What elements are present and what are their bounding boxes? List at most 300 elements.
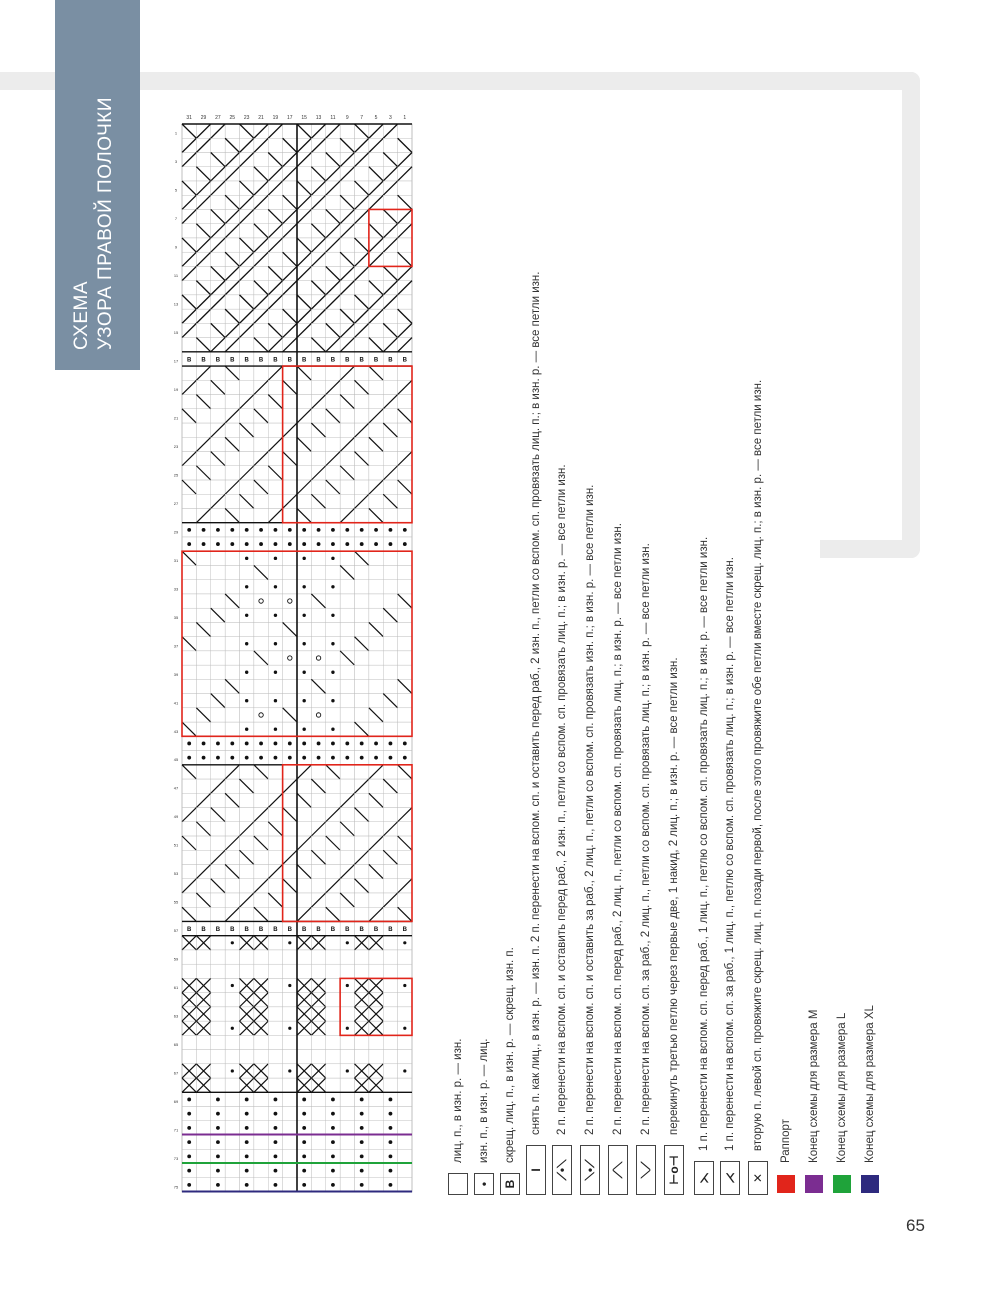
purl-stitch-mark — [231, 1027, 234, 1030]
purl-stitch-mark — [187, 1098, 191, 1102]
legend-row — [661, 657, 687, 1195]
twisted-stitch-mark: B — [402, 357, 407, 364]
legend-text: 2 п. перенести на вспом. сп. и оставить за раб., 2 лиц. п., петли со вспом. сп. провязать изн. п.; в изн. р. — все петли изн. — [584, 484, 596, 1135]
size-m-swatch-icon — [805, 1175, 823, 1193]
row-number-label: 3 — [389, 115, 392, 121]
legend-text: скрещ. лиц. п., в изн. р. — скрещ. изн. п. — [504, 947, 516, 1163]
purl-stitch-mark — [274, 671, 277, 674]
purl-stitch-mark — [245, 557, 248, 560]
size-l-swatch-icon — [833, 1175, 851, 1193]
purl-stitch-mark — [345, 742, 349, 746]
purl-stitch-mark — [331, 528, 335, 532]
purl-stitch-mark — [360, 1183, 364, 1187]
stitch-number-label: 67 — [173, 1070, 179, 1076]
purl-stitch-mark — [302, 1140, 306, 1144]
purl-stitch-mark — [331, 1112, 335, 1116]
twisted-stitch-mark: B — [230, 926, 235, 933]
purl-stitch-mark — [389, 1126, 393, 1130]
purl-stitch-mark — [216, 1169, 220, 1173]
purl-stitch-mark — [245, 528, 249, 532]
purl-stitch-mark — [288, 1069, 291, 1072]
stitch-number-label: 3 — [174, 159, 178, 165]
stitch-number-label: 1 — [174, 130, 178, 136]
purl-stitch-mark — [216, 1112, 220, 1116]
purl-stitch-mark — [403, 742, 407, 746]
stitch-number-label: 47 — [173, 785, 179, 791]
stitch-number-label: 49 — [173, 814, 179, 820]
bar-square-icon: I — [526, 1145, 546, 1195]
stitch-number-label: 31 — [173, 557, 179, 563]
purl-stitch-mark — [317, 542, 321, 546]
page-title: СХЕМА УЗОРА ПРАВОЙ ПОЛОЧКИ — [71, 97, 116, 350]
purl-stitch-mark — [245, 1112, 249, 1116]
stitch-number-label: 19 — [173, 387, 179, 392]
stitch-number-label: 27 — [173, 500, 179, 506]
purl-stitch-mark — [274, 1183, 278, 1187]
b-square-icon: В — [500, 1173, 520, 1195]
stitch-number-label: 39 — [173, 671, 179, 677]
purl-stitch-mark — [331, 742, 335, 746]
purl-stitch-mark — [331, 614, 334, 617]
twisted-stitch-mark: B — [302, 926, 307, 933]
cross-1-1-back-icon: ⋌ — [720, 1161, 740, 1195]
purl-stitch-mark — [259, 756, 263, 760]
row-number-label: 9 — [345, 115, 349, 121]
repeat-swatch-icon — [777, 1175, 795, 1193]
purl-stitch-mark — [331, 642, 334, 645]
purl-stitch-mark — [302, 1155, 306, 1159]
stitch-number-label: 69 — [173, 1099, 179, 1104]
twisted-stitch-mark: B — [316, 926, 321, 933]
stitch-number-label: 29 — [173, 529, 179, 535]
stitch-number-label: 7 — [174, 216, 178, 222]
purl-stitch-mark — [274, 742, 278, 746]
purl-stitch-mark — [360, 1140, 364, 1144]
purl-stitch-mark — [403, 1027, 406, 1030]
stitch-number-label: 63 — [173, 1013, 179, 1019]
twisted-stitch-mark: B — [373, 926, 379, 933]
purl-stitch-mark — [187, 1140, 191, 1144]
purl-stitch-mark — [288, 1027, 291, 1030]
cable-2-2-front-icon: ⟋⟍ — [608, 1145, 628, 1195]
legend-text: перекинуть третью петлю через первые две, 1 накид, 2 лиц. п.; в изн. р. — все петли изн. — [668, 657, 680, 1135]
purl-stitch-mark — [302, 728, 305, 731]
legend-text: Конец схемы для размера XL — [864, 1005, 876, 1163]
purl-stitch-mark — [187, 756, 191, 760]
purl-stitch-mark — [345, 756, 349, 760]
purl-stitch-mark — [274, 1155, 278, 1159]
stitch-number-label: 75 — [173, 1184, 179, 1190]
legend-row — [523, 272, 549, 1195]
cross-1-1-front-icon: ⋋ — [694, 1161, 714, 1195]
legend-row — [445, 1039, 471, 1195]
purl-stitch-mark — [202, 756, 206, 760]
cable-2-2-front-dot-icon: ⟋•⟍ — [552, 1145, 572, 1195]
purl-stitch-mark — [360, 1155, 364, 1159]
legend-row — [717, 557, 743, 1195]
purl-stitch-mark — [403, 1069, 406, 1072]
stitch-number-label: 45 — [173, 757, 179, 763]
purl-stitch-mark — [245, 756, 249, 760]
purl-stitch-mark — [288, 941, 291, 944]
row-number-label: 29 — [200, 115, 207, 121]
purl-stitch-mark — [187, 528, 191, 532]
purl-stitch-mark — [274, 699, 277, 702]
purl-stitch-mark — [302, 585, 305, 588]
stitch-number-label: 43 — [173, 728, 179, 734]
purl-stitch-mark — [274, 1169, 278, 1173]
legend-text: лиц. п., в изн. р. — изн. — [452, 1038, 464, 1163]
stitch-number-label: 33 — [173, 586, 179, 592]
purl-stitch-mark — [187, 1126, 191, 1130]
legend-text: изн. п., в изн. р. — лиц. — [478, 1038, 490, 1163]
purl-stitch-mark — [187, 1112, 191, 1116]
legend-text: Конец схемы для размера L — [836, 1012, 848, 1163]
legend-text: 2 п. перенести на вспом. сп. перед раб., 2 лиц. п., петли со вспом. сп. провязать лиц. п.; в изн. р. — все петли изн. — [612, 523, 624, 1135]
purl-stitch-mark — [346, 1027, 349, 1030]
stitch-number-label: 21 — [173, 415, 179, 421]
purl-stitch-mark — [187, 1169, 191, 1173]
purl-stitch-mark — [302, 699, 305, 702]
cable-2-2-back-dot-icon: ⟍•⟋ — [580, 1145, 600, 1195]
legend-row — [857, 1005, 883, 1195]
purl-stitch-mark — [345, 542, 349, 546]
row-number-label: 7 — [360, 115, 364, 121]
purl-stitch-mark — [389, 542, 393, 546]
stitch-number-label: 17 — [173, 358, 179, 364]
twisted-stitch-mark: B — [359, 926, 364, 933]
purl-stitch-mark — [230, 756, 234, 760]
purl-stitch-mark — [302, 528, 306, 532]
purl-stitch-mark — [274, 557, 277, 560]
purl-stitch-mark — [216, 1140, 220, 1144]
empty-square-icon — [448, 1173, 468, 1195]
purl-stitch-mark — [302, 756, 306, 760]
twisted-stitch-mark: B — [273, 357, 278, 364]
purl-stitch-mark — [202, 742, 206, 746]
purl-stitch-mark — [331, 585, 334, 588]
legend-row — [773, 1119, 799, 1195]
twisted-stitch-mark: B — [244, 357, 249, 364]
twisted-stitch-mark: B — [258, 357, 264, 364]
stitch-number-label: 35 — [173, 614, 179, 620]
twisted-stitch-mark: B — [187, 926, 192, 933]
purl-stitch-mark — [317, 742, 321, 746]
purl-stitch-mark — [360, 542, 364, 546]
stitch-number-label: 41 — [173, 700, 179, 706]
row-number-label: 19 — [272, 115, 279, 121]
legend-row — [471, 1039, 497, 1195]
purl-stitch-mark — [231, 984, 234, 987]
purl-stitch-mark — [245, 728, 248, 731]
purl-stitch-mark — [216, 742, 220, 746]
purl-stitch-mark — [374, 756, 378, 760]
purl-stitch-mark — [389, 1183, 393, 1187]
twisted-stitch-mark: B — [287, 357, 292, 364]
purl-stitch-mark — [274, 585, 277, 588]
row-number-label: 25 — [229, 115, 236, 121]
row-number-label: 23 — [243, 115, 250, 121]
purl-stitch-mark — [389, 1098, 393, 1102]
purl-stitch-mark — [345, 528, 349, 532]
purl-stitch-mark — [288, 984, 291, 987]
stitch-number-label: 25 — [173, 472, 179, 478]
twisted-stitch-mark: B — [388, 357, 393, 364]
purl-stitch-mark — [331, 1155, 335, 1159]
purl-stitch-mark — [389, 528, 393, 532]
purl-stitch-mark — [231, 1069, 234, 1072]
purl-stitch-mark — [331, 699, 334, 702]
row-number-label: 13 — [315, 115, 322, 121]
purl-stitch-mark — [346, 984, 349, 987]
legend-text: 2 п. перенести на вспом. сп. за раб., 2 лиц. п., петли со вспом. сп. провязать лиц. п.; в изн. р. — все петли изн. — [640, 543, 652, 1135]
purl-stitch-mark — [331, 557, 334, 560]
purl-stitch-mark — [274, 1112, 278, 1116]
purl-stitch-mark — [216, 528, 220, 532]
purl-stitch-mark — [288, 742, 292, 746]
stitch-number-label: 51 — [173, 842, 179, 848]
purl-stitch-mark — [317, 528, 321, 532]
purl-stitch-mark — [245, 742, 249, 746]
size-xl-swatch-icon — [861, 1175, 879, 1193]
twisted-stitch-mark: B — [258, 926, 264, 933]
purl-stitch-mark — [331, 728, 334, 731]
purl-stitch-mark — [288, 528, 292, 532]
purl-stitch-mark — [288, 756, 292, 760]
purl-stitch-mark — [302, 742, 306, 746]
twisted-stitch-mark: B — [345, 926, 350, 933]
knitting-chart-grid — [172, 110, 422, 1202]
twisted-stitch-mark: B — [302, 357, 307, 364]
purl-stitch-mark — [231, 941, 234, 944]
purl-stitch-mark — [302, 642, 305, 645]
knitting-chart — [172, 110, 422, 1202]
purl-stitch-mark — [302, 557, 305, 560]
purl-stitch-mark — [245, 1183, 249, 1187]
bobble-icon: ⊢o⊣ — [664, 1145, 684, 1195]
purl-stitch-mark — [245, 699, 248, 702]
legend-text: 1 п. перенести на вспом. сп. перед раб., 1 лиц. п., петлю со вспом. сп. провязать лиц. п.; в изн. р. — все петли изн. — [698, 536, 710, 1151]
purl-stitch-mark — [331, 1098, 335, 1102]
legend-row — [633, 543, 659, 1195]
twisted-stitch-mark: B — [215, 926, 221, 933]
purl-stitch-mark — [360, 528, 364, 532]
purl-stitch-mark — [374, 742, 378, 746]
row-number-label: 31 — [186, 115, 192, 121]
twisted-stitch-mark: B — [330, 357, 336, 364]
purl-stitch-mark — [274, 1140, 278, 1144]
purl-stitch-mark — [389, 1112, 393, 1116]
twisted-stitch-mark: B — [244, 926, 249, 933]
cable-2-2-back-icon: ⟍⟋ — [636, 1145, 656, 1195]
stitch-number-label: 71 — [173, 1127, 179, 1133]
row-number-label: 11 — [330, 115, 336, 121]
purl-stitch-mark — [274, 528, 278, 532]
dot-square-icon: • — [474, 1173, 494, 1195]
stitch-number-label: 5 — [174, 187, 178, 193]
purl-stitch-mark — [302, 1098, 306, 1102]
purl-stitch-mark — [389, 1169, 393, 1173]
purl-stitch-mark — [202, 542, 206, 546]
purl-stitch-mark — [331, 1169, 335, 1173]
purl-stitch-mark — [288, 542, 292, 546]
stitch-number-label: 37 — [173, 643, 179, 649]
stitch-number-label: 59 — [173, 956, 179, 962]
legend-text: вторую п. левой сп. провяжите скрещ. лиц. п. позади первой, после этого провяжите обе петли вместе скрещ. лиц. п.; в изн. р. — все петли изн. — [752, 379, 764, 1151]
purl-stitch-mark — [216, 756, 220, 760]
stitch-number-label: 15 — [173, 330, 179, 336]
stitch-number-label: 23 — [173, 443, 179, 449]
stitch-number-label: 61 — [173, 985, 179, 991]
purl-stitch-mark — [360, 1126, 364, 1130]
twisted-stitch-mark: B — [359, 357, 364, 364]
twisted-stitch-mark: B — [273, 926, 278, 933]
purl-stitch-mark — [259, 528, 263, 532]
legend-text: Конец схемы для размера M — [808, 1009, 820, 1163]
purl-stitch-mark — [274, 728, 277, 731]
purl-stitch-mark — [374, 528, 378, 532]
purl-stitch-mark — [302, 1126, 306, 1130]
twisted-stitch-mark: B — [345, 357, 350, 364]
stitch-number-label: 57 — [173, 928, 179, 934]
legend-text: 2 п. перенести на вспом. сп. и оставить перед раб., 2 изн. п., петли со вспом. сп. провязать лиц. п.; в изн. р. — все петли изн. — [556, 464, 568, 1135]
legend-text: Раппорт — [780, 1119, 792, 1163]
purl-stitch-mark — [274, 642, 277, 645]
twist-cross-icon: ✕ — [748, 1161, 768, 1195]
purl-stitch-mark — [187, 742, 191, 746]
twisted-stitch-mark: B — [402, 926, 407, 933]
purl-stitch-mark — [274, 1098, 278, 1102]
purl-stitch-mark — [187, 542, 191, 546]
purl-stitch-mark — [403, 984, 406, 987]
legend-row — [829, 1013, 855, 1195]
purl-stitch-mark — [389, 1155, 393, 1159]
purl-stitch-mark — [216, 1126, 220, 1130]
purl-stitch-mark — [403, 542, 407, 546]
purl-stitch-mark — [331, 1126, 335, 1130]
purl-stitch-mark — [245, 1169, 249, 1173]
legend-row — [497, 947, 523, 1195]
purl-stitch-mark — [403, 528, 407, 532]
purl-stitch-mark — [302, 1183, 306, 1187]
twisted-stitch-mark: B — [215, 357, 221, 364]
twisted-stitch-mark: B — [373, 357, 379, 364]
purl-stitch-mark — [302, 542, 306, 546]
purl-stitch-mark — [187, 1155, 191, 1159]
decorative-frame-right — [902, 72, 920, 558]
twisted-stitch-mark: B — [388, 926, 393, 933]
twisted-stitch-mark: B — [316, 357, 321, 364]
purl-stitch-mark — [245, 1098, 249, 1102]
purl-stitch-mark — [230, 742, 234, 746]
purl-stitch-mark — [274, 1126, 278, 1130]
purl-stitch-mark — [302, 671, 305, 674]
purl-stitch-mark — [274, 614, 277, 617]
purl-stitch-mark — [331, 1183, 335, 1187]
legend-row — [801, 1010, 827, 1195]
purl-stitch-mark — [346, 941, 349, 944]
row-number-label: 15 — [301, 115, 307, 121]
stitch-number-label: 13 — [173, 301, 179, 307]
legend-text: снять п. как лиц., в изн. р. — изн. п. 2 п. перенести на вспом. сп. и оставить перед раб., 2 изн. п., петли со вспом. сп. провязать лиц. п.; в изн. р. — все петли изн. — [530, 271, 542, 1135]
stitch-number-label: 65 — [173, 1042, 179, 1048]
page-number: 65 — [906, 1216, 925, 1235]
purl-stitch-mark — [331, 542, 335, 546]
purl-stitch-mark — [245, 542, 249, 546]
purl-stitch-mark — [389, 1140, 393, 1144]
purl-stitch-mark — [403, 756, 407, 760]
purl-stitch-mark — [259, 742, 263, 746]
purl-stitch-mark — [245, 1140, 249, 1144]
twisted-stitch-mark: B — [330, 926, 336, 933]
purl-stitch-mark — [302, 1169, 306, 1173]
purl-stitch-mark — [187, 1183, 191, 1187]
purl-stitch-mark — [360, 742, 364, 746]
stitch-number-label: 11 — [173, 273, 179, 279]
stitch-number-label: 55 — [173, 899, 179, 905]
purl-stitch-mark — [302, 1112, 306, 1116]
legend-row — [605, 523, 631, 1195]
stitch-number-label: 9 — [174, 244, 178, 250]
purl-stitch-mark — [389, 756, 393, 760]
purl-stitch-mark — [216, 542, 220, 546]
purl-stitch-mark — [216, 1183, 220, 1187]
purl-stitch-mark — [259, 542, 263, 546]
purl-stitch-mark — [331, 1140, 335, 1144]
twisted-stitch-mark: B — [187, 357, 192, 364]
twisted-stitch-mark: B — [201, 926, 206, 933]
purl-stitch-mark — [346, 1069, 349, 1072]
row-number-label: 17 — [287, 115, 293, 121]
twisted-stitch-mark: B — [230, 357, 235, 364]
purl-stitch-mark — [389, 742, 393, 746]
purl-stitch-mark — [245, 1126, 249, 1130]
purl-stitch-mark — [274, 756, 278, 760]
purl-stitch-mark — [245, 642, 248, 645]
purl-stitch-mark — [230, 542, 234, 546]
purl-stitch-mark — [216, 1098, 220, 1102]
stitch-number-label: 73 — [173, 1155, 179, 1161]
purl-stitch-mark — [274, 542, 278, 546]
twisted-stitch-mark: B — [201, 357, 206, 364]
purl-stitch-mark — [245, 585, 248, 588]
twisted-stitch-mark: B — [287, 926, 292, 933]
purl-stitch-mark — [360, 1098, 364, 1102]
row-number-label: 1 — [403, 115, 407, 121]
purl-stitch-mark — [230, 528, 234, 532]
row-number-label: 27 — [215, 115, 221, 121]
legend-row — [577, 485, 603, 1195]
legend-row — [549, 464, 575, 1195]
legend-text: 1 п. перенести на вспом. сп. за раб., 1 лиц. п., петлю со вспом. сп. провязать лиц. п.; в изн. р. — все петли изн. — [724, 557, 736, 1151]
purl-stitch-mark — [302, 614, 305, 617]
chart-legend — [445, 155, 876, 1195]
purl-stitch-mark — [202, 528, 206, 532]
purl-stitch-mark — [331, 671, 334, 674]
row-number-label: 5 — [374, 115, 378, 121]
legend-row — [691, 537, 717, 1195]
purl-stitch-mark — [331, 756, 335, 760]
purl-stitch-mark — [216, 1155, 220, 1159]
purl-stitch-mark — [403, 941, 406, 944]
purl-stitch-mark — [245, 671, 248, 674]
purl-stitch-mark — [360, 1112, 364, 1116]
purl-stitch-mark — [360, 1169, 364, 1173]
purl-stitch-mark — [245, 614, 248, 617]
purl-stitch-mark — [317, 756, 321, 760]
row-number-label: 21 — [258, 115, 264, 121]
legend-row — [745, 380, 771, 1195]
